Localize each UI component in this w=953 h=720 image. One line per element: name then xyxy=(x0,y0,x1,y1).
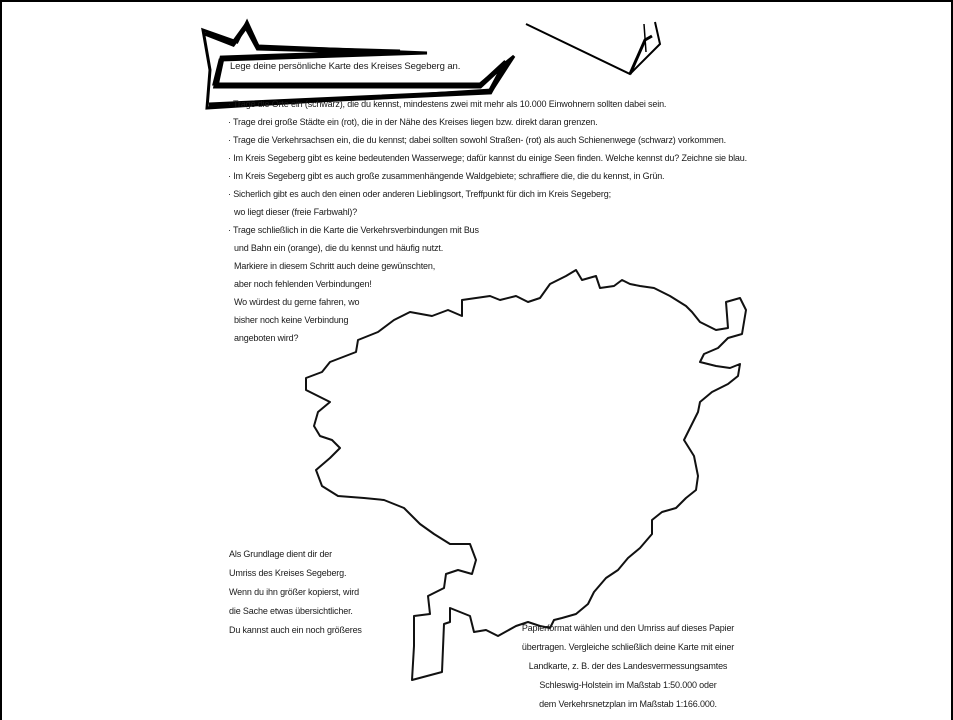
task-item: · Trage die Verkehrsachsen ein, die du kennst; dabei sollten sowohl Straßen- (rot) als auch Schienenwege (schwarz) vorkommen. xyxy=(228,135,727,145)
task-item-continued: wo liegt dieser (freie Farbwahl)? xyxy=(234,207,358,217)
task-item-continued: Wo würdest du gerne fahren, wo xyxy=(234,297,360,307)
task-item-continued: aber noch fehlenden Verbindungen! xyxy=(234,279,372,289)
task-item-continued: bisher noch keine Verbindung xyxy=(234,315,349,325)
left-note xyxy=(229,546,362,641)
task-item: · Im Kreis Segeberg gibt es auch große zusammenhängende Waldgebiete; schraffiere die, die du kennst, in Grün. xyxy=(228,171,665,181)
note-line: dem Verkehrsnetzplan im Maßstab 1:166.000. xyxy=(539,699,717,709)
note-line: Papierformat wählen und den Umriss auf dieses Papier xyxy=(521,623,735,633)
note-line: übertragen. Vergleiche schließlich deine Karte mit einer xyxy=(521,642,735,652)
note-line: Umriss des Kreises Segeberg. xyxy=(229,568,347,578)
note-line: die Sache etwas übersichtlicher. xyxy=(229,606,353,616)
note-line: Landkarte, z. B. der des Landesvermessungsamtes xyxy=(528,661,728,671)
note-line: Wenn du ihn größer kopierst, wird xyxy=(229,587,359,597)
note-line: Du kannst auch ein noch größeres xyxy=(229,625,362,635)
task-item: · Im Kreis Segeberg gibt es keine bedeutenden Wasserwege; dafür kannst du einige Seen finden. Welche kennst du? Zeichne sie blau. xyxy=(228,153,747,163)
note-line: Schleswig-Holstein im Maßstab 1:50.000 oder xyxy=(539,680,717,690)
task-item-continued: und Bahn ein (orange), die du kennst und häufig nutzt. xyxy=(234,243,444,253)
right-note xyxy=(508,620,748,715)
task-item: · Trage drei große Städte ein (rot), die in der Nähe des Kreises liegen bzw. direkt daran grenzen. xyxy=(228,117,598,127)
task-item-continued: angeboten wird? xyxy=(234,333,299,343)
task-item-continued: Markiere in diesem Schritt auch deine gewünschten, xyxy=(234,261,436,271)
task-item: · Sicherlich gibt es auch den einen oder anderen Lieblingsort, Treffpunkt für dich im Kreis Segeberg; xyxy=(228,189,611,199)
banner-title: Lege deine persönliche Karte des Kreises Segeberg an. xyxy=(230,61,461,72)
task-item: · Trage die Orte ein (schwarz), die du kennst, mindestens zwei mit mehr als 10.000 Einwohnern sollten dabei sein. xyxy=(228,99,667,109)
task-item: · Trage schließlich in die Karte die Verkehrsverbindungen mit Bus xyxy=(228,225,479,235)
note-line: Als Grundlage dient dir der xyxy=(229,549,333,559)
district-outline-path xyxy=(306,270,746,680)
